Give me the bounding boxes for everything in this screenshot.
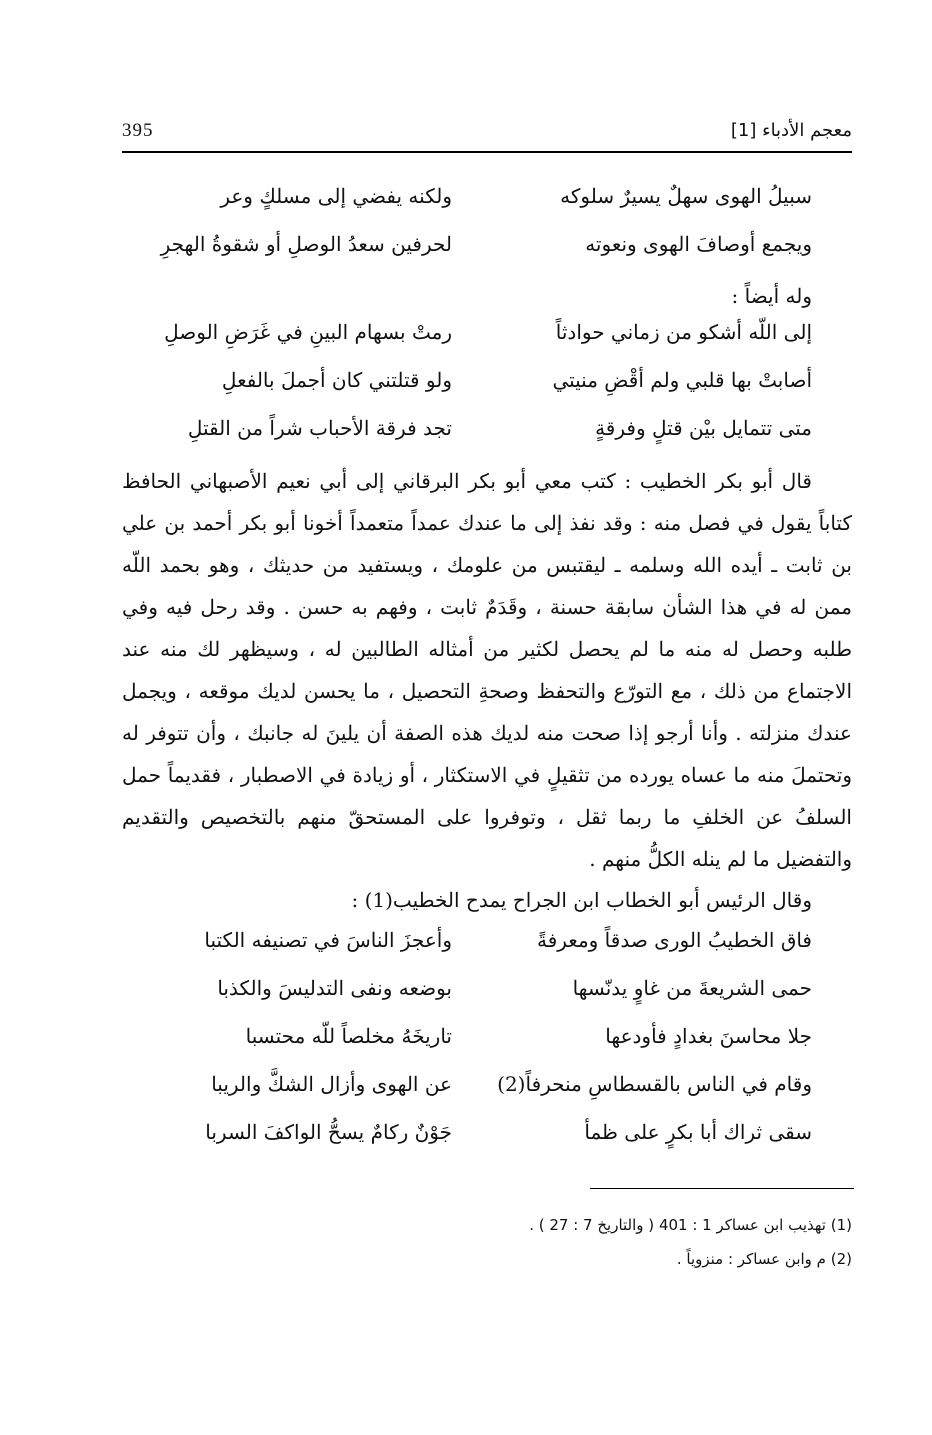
verse-line [122,924,852,972]
prose-paragraph: قال أبو بكر الخطيب : كتب معي أبو بكر البرقاني إلى أبي نعيم الأصبهاني الحافظ كتاباً يقول في فصل منه : وقد نفذ إلى ما عندك عمداً متعمداً أخونا أبو بكر أحمد بن علي بن ثابت ـ أيده الله وسلمه ـ ليقتبس من علومك ، ويستفيد من حديثك ، وهو بحمد اللّه ممن له في هذا الشأن سابقة حسنة ، وقَدَمٌ ثابت ، وفهم به حسن . وقد رحل فيه وفي طلبه وحصل له منه ما لم يحصل لكثير من أمثاله الطالبين له ، وسيظهر لك منه عند الاجتماع من ذلك ، مع التورّع والتحفظ وصحةِ التحصيل ، ما يحسن لديك موقعه ، ويجمل عندك منزلته . وأنا أرجو إذا صحت منه لديك هذه الصفة أن يلينَ له جانبك ، وأن تتوفر له وتحتملَ منه ما عساه يورده من تثقيلٍ في الاستكثار ، أو زيادة في الاصطبار ، فقديماً حمل السلفُ عن الخلفِ ما ربما ثقل ، وتوفروا على المستحقّ منهم بالتخصيص والتقديم والتفضيل ما لم ينله الكلُّ منهم . [122,469,852,871]
footnote: (2) م وابن عساكر : منزوياً . [676,1250,852,1268]
running-title: معجم الأدباء [1] [730,120,852,141]
verse-first-hemistich: وقام في الناس بالقسطاسِ منحرفاً(2) [497,1072,812,1096]
verse-first-hemistich: متى تتمايل بيْن قتلٍ وفرقةٍ [595,416,812,440]
verse-line [122,412,852,460]
verse-first-hemistich: أصابتْ بها قلبي ولم أقْضِ منيتي [552,368,812,392]
verse-line [122,180,852,228]
verse-intro-label: وقال الرئيس أبو الخطاب ابن الجراح يمدح الخطيب(1) : [351,888,812,912]
verse-first-hemistich: ويجمع أوصافَ الهوى ونعوته [585,232,812,256]
verse-first-hemistich: سقى ثراك أبا بكرٍ على ظمأ [584,1120,812,1144]
verse-first-hemistich: فاق الخطيبُ الورى صدقاً ومعرفةً [536,928,812,952]
verse-first-hemistich: سبيلُ الهوى سهلٌ يسيرٌ سلوكه [560,184,812,208]
footnote-rule [590,1188,854,1189]
verse-second-hemistich: ولو قتلتني كان أجملَ بالفعلِ [221,368,452,392]
verse-second-hemistich: تاريخَهُ مخلصاً للّه محتسبا [245,1024,452,1048]
verse-first-hemistich: إلى اللّه أشكو من زماني حوادثاً [555,320,812,344]
verse-line [122,228,852,276]
page-body [122,180,852,1164]
verse-line [122,972,852,1020]
verse-second-hemistich: رمتْ بسهام البينِ في غَرَضِ الوصلِ [164,320,452,344]
verse-intro-label: وله أيضاً : [731,284,812,308]
verse-first-hemistich: حمى الشريعةَ من غاوٍ يدنّسها [572,976,812,1000]
verse-second-hemistich: بوضعه ونفى التدليسَ والكذبا [217,976,452,1000]
verse-second-hemistich: عن الهوى وأزال الشكَّ والريبا [211,1072,452,1096]
verse-line [122,364,852,412]
verse-second-hemistich: ولكنه يفضي إلى مسلكٍ وعر [220,184,452,208]
footnotes [332,1208,852,1276]
verse-line [122,1116,852,1164]
verse-line [122,1068,852,1116]
verse-second-hemistich: تجد فرقة الأحباب شراً من القتلِ [187,416,452,440]
header-rule [122,151,852,153]
verse-line [122,1020,852,1068]
page-number: 395 [122,120,154,141]
verse-second-hemistich: جَوْنٌ ركامٌ يسحُّ الواكفَ السربا [205,1120,452,1144]
verse-second-hemistich: لحرفين سعدُ الوصلِ أو شقوةُ الهجرِ [160,232,452,256]
verse-second-hemistich: وأعجزَ الناسَ في تصنيفه الكتبا [204,928,452,952]
page-header [122,120,852,150]
verse-line [122,316,852,364]
footnote: (1) تهذيب ابن عساكر 1 : 401 ( والتاريخ 7 : 27 ) . [529,1216,852,1234]
verse-first-hemistich: جلا محاسنَ بغدادٍ فأودعها [605,1024,812,1048]
